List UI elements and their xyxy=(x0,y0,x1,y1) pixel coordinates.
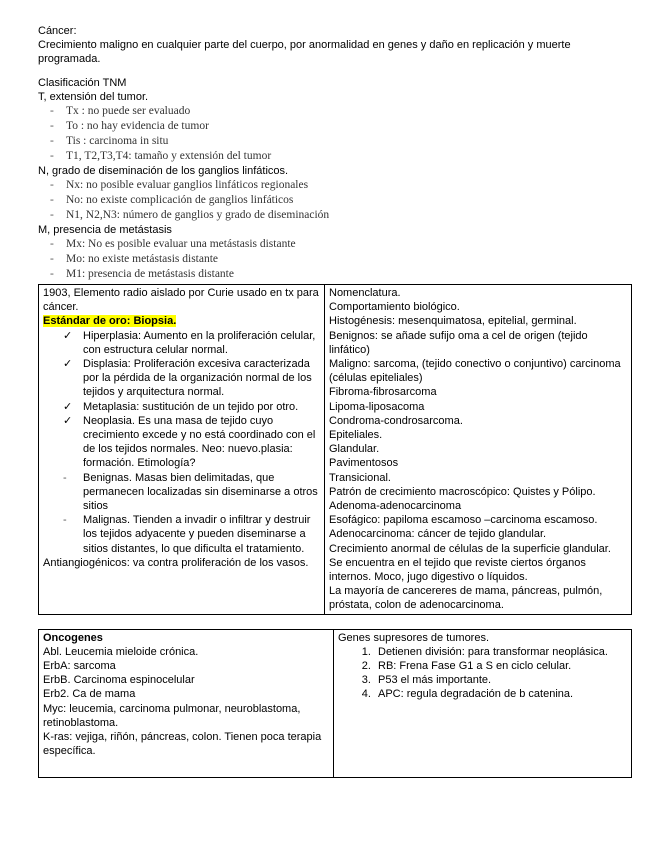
suppressor-list xyxy=(338,645,627,702)
text-line: Benignos: se añade sufijo oma a cel de origen (tejido linfático) xyxy=(329,329,588,356)
radium-note: 1903, Elemento radio aislado por Curie usado en tx para cáncer. xyxy=(43,287,319,314)
text-line: Fibroma-fibrosarcoma xyxy=(329,386,437,399)
gold-standard-highlight: Estándar de oro: Biopsia. xyxy=(43,315,177,328)
document-page xyxy=(38,24,628,778)
list-item: - Benignas. Masas bien delimitadas, que permanecen localizadas sin diseminarse a otros sitios xyxy=(63,471,320,514)
suppressor-genes-cell xyxy=(334,629,632,777)
list-item: - Mx: No es posible evaluar una metástasis distante xyxy=(50,237,628,252)
tumor-type-list xyxy=(43,471,320,556)
n-list xyxy=(38,178,628,223)
text-line: Nomenclatura. xyxy=(329,287,401,299)
m-list xyxy=(38,237,628,282)
pathology-right-cell xyxy=(325,285,632,615)
list-item: - Malignas. Tienden a invadir o infiltrar y destruir los tejidos adyacente y pueden diseminarse a sitios distantes, lo que dificulta el tratamiento. xyxy=(63,513,320,556)
list-item: 3. P53 el más importante. xyxy=(374,673,627,687)
text-line: K-ras: vejiga, riñón, páncreas, colon. Tienen poca terapia específica. xyxy=(43,731,322,758)
list-item: ✓ Hiperplasia: Aumento en la proliferación celular, con estructura celular normal. xyxy=(63,329,316,356)
cancer-definition: Crecimiento maligno en cualquier parte del cuerpo, por anormalidad en genes y daño en replicación y muerte programada. xyxy=(38,39,571,65)
cancer-heading: Cáncer: xyxy=(38,25,77,37)
text-line: Esofágico: papiloma escamoso –carcinoma escamoso. xyxy=(329,514,598,527)
list-item: - Nx: no posible evaluar ganglios linfáticos regionales xyxy=(50,178,628,193)
list-item: 2. RB: Frena Fase G1 a S en ciclo celular. xyxy=(374,659,627,673)
list-item: - No: no existe complicación de ganglios linfáticos xyxy=(50,193,628,208)
m-heading: M, presencia de metástasis xyxy=(38,224,172,236)
list-item: - Tx : no puede ser evaluado xyxy=(50,104,628,119)
text-line: Maligno: sarcoma, (tejido conectivo o conjuntivo) carcinoma (células epiteliales) xyxy=(329,358,621,385)
text-line: Myc: leucemia, carcinoma pulmonar, neuroblastoma, retinoblastoma. xyxy=(43,702,301,729)
text-line: ErbB. Carcinoma espinocelular xyxy=(43,674,195,687)
list-item: ✓ Displasia: Proliferación excesiva caracterizada por la pérdida de la organización normal de los tejidos y arquitectura normal. xyxy=(63,358,312,399)
list-item: ✓ Metaplasia: sustitución de un tejido por otro. xyxy=(63,400,299,413)
text-line: Crecimiento anormal de células de la superficie glandular. Se encuentra en el tejido que reviste ciertos órganos internos. Moco, jugo digestivo o líquidos. xyxy=(329,542,611,584)
checkmark-icon: ✓ xyxy=(63,400,73,413)
oncogenes-cell xyxy=(39,629,334,777)
n-heading: N, grado de diseminación de los ganglios linfáticos. xyxy=(38,165,289,177)
pathology-table xyxy=(38,284,632,615)
text-line: Transicional. xyxy=(329,471,391,484)
text-line: Epiteliales. xyxy=(329,429,383,442)
list-item: 4. APC: regula degradación de b catenina. xyxy=(374,687,627,701)
checkmark-icon: ✓ xyxy=(63,358,73,371)
text-line: Pavimentosos xyxy=(329,457,399,470)
text-line: Patrón de crecimiento macroscópico: Quistes y Pólipo. xyxy=(329,485,596,498)
checkmark-icon: ✓ xyxy=(63,414,73,427)
text-line: ErbA: sarcoma xyxy=(43,660,116,673)
text-line: Comportamiento biológico. xyxy=(329,301,460,314)
genes-table xyxy=(38,629,632,778)
tnm-title: Clasificación TNM xyxy=(38,77,127,89)
text-line: Condroma-condrosarcoma. xyxy=(329,414,463,427)
text-line: Histogénesis: mesenquimatosa, epitelial, germinal. xyxy=(329,315,577,328)
t-list xyxy=(38,104,628,164)
text-line: Adenoma-adenocarcinoma xyxy=(329,500,462,513)
text-line: Abl. Leucemia mieloide crónica. xyxy=(43,645,199,658)
antiangiogenic-note: Antiangiogénicos: va contra proliferación de los vasos. xyxy=(43,556,309,569)
checkmark-icon: ✓ xyxy=(63,329,73,342)
list-item: - M1: presencia de metástasis distante xyxy=(50,267,628,282)
list-item: - T1, T2,T3,T4: tamaño y extensión del tumor xyxy=(50,149,628,164)
list-item: 1. Detienen división: para transformar neoplásica. xyxy=(374,645,627,659)
pathology-left-cell xyxy=(39,285,325,615)
text-line: Erb2. Ca de mama xyxy=(43,688,136,701)
t-heading: T, extensión del tumor. xyxy=(38,91,149,103)
list-item: - N1, N2,N3: número de ganglios y grado de diseminación xyxy=(50,208,628,223)
check-list xyxy=(43,329,320,471)
text-line: La mayoría de cancereres de mama, páncreas, pulmón, próstata, colon de adenocarcinoma. xyxy=(329,585,603,612)
list-item: ✓ Neoplasia. Es una masa de tejido cuyo crecimiento excede y no está coordinado con el de los tejidos normales. Neo: nuevo.plasia: formación. Etimología? xyxy=(63,414,316,470)
list-item: - Tis : carcinoma in situ xyxy=(50,134,628,149)
oncogenes-title: Oncogenes xyxy=(43,631,103,644)
suppressor-title: Genes supresores de tumores. xyxy=(338,631,490,644)
list-item: - Mo: no existe metástasis distante xyxy=(50,252,628,267)
text-line: Glandular. xyxy=(329,443,380,456)
list-item: - To : no hay evidencia de tumor xyxy=(50,119,628,134)
text-line: Lipoma-liposacoma xyxy=(329,400,425,413)
text-line: Adenocarcinoma: cáncer de tejido glandular. xyxy=(329,528,547,541)
